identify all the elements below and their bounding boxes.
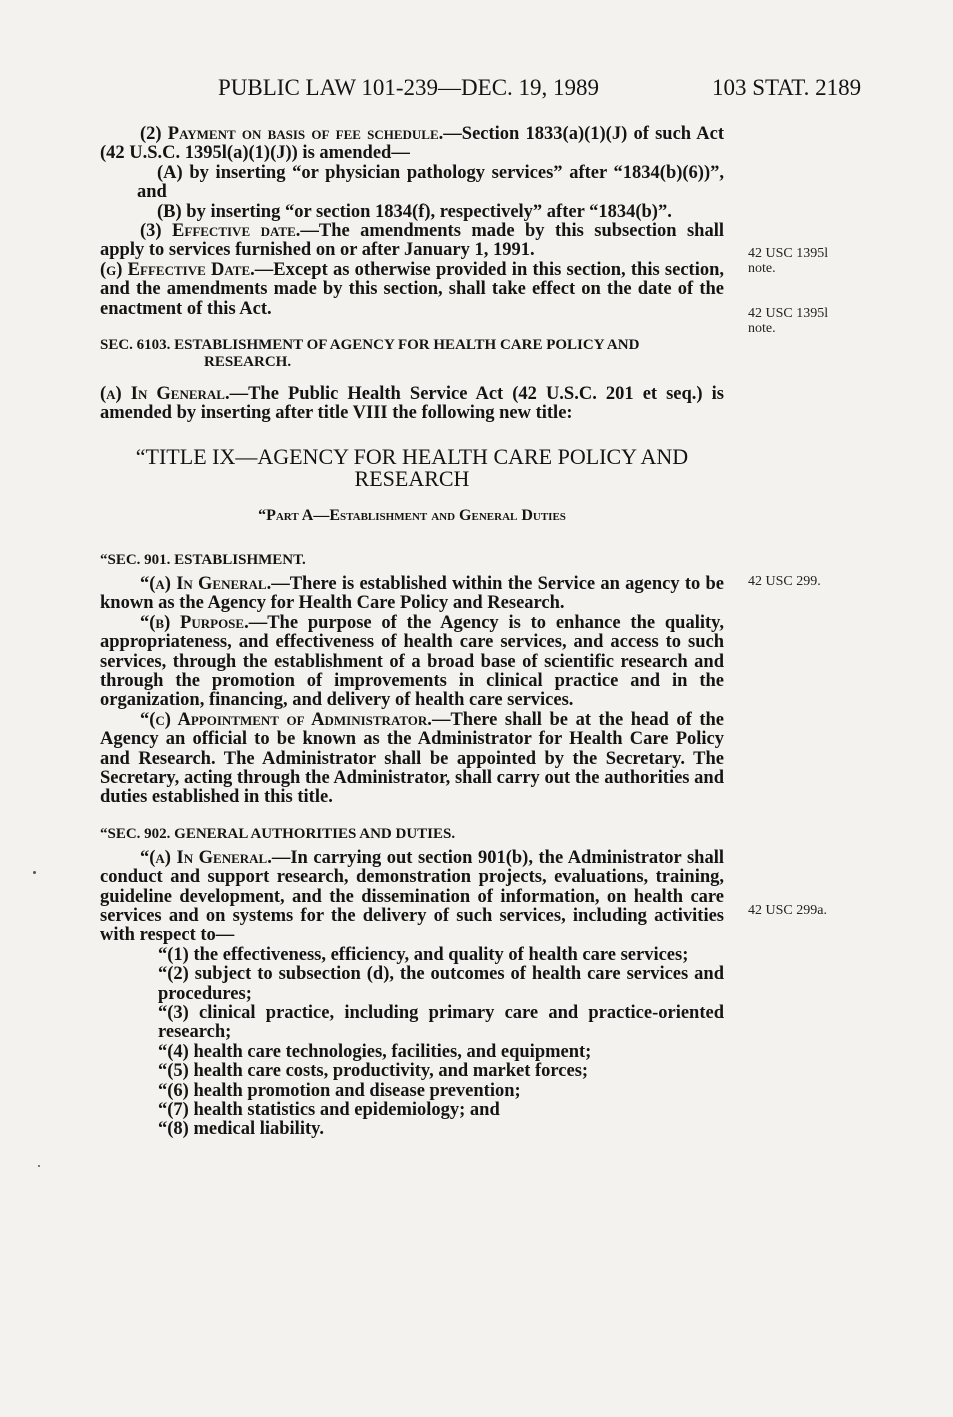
title-ix-line2: RESEARCH [354,465,470,491]
part-a-heading [100,506,724,526]
section-901-b-heading: “(b) Purpose. [140,612,249,633]
margin-note-1 [748,246,828,276]
paragraph-3 [100,222,724,261]
section-6103-line2: RESEARCH. [204,354,292,371]
subsection-g-heading: (g) Effective Date. [100,259,255,280]
section-902-items [100,946,724,1140]
subparagraph-a: (A) by inserting “or physician pathology services” after “1834(b)(6))”, and [137,162,724,203]
body-text [100,125,724,1140]
header-title: PUBLIC LAW 101-239—DEC. 19, 1989 [218,75,600,100]
list-item: “(2) subject to subsection (d), the outcomes of health care services and procedures; [158,964,724,1004]
section-901-b [100,614,724,711]
paragraph-2 [100,125,724,164]
list-item: “(6) health promotion and disease prevention; [158,1080,521,1101]
margin-note-2 [748,306,828,336]
list-item: “(3) clinical practice, including primary care and practice-oriented research; [158,1003,724,1043]
page-header [0,75,953,107]
title-ix-heading [100,443,724,491]
paragraph-2-text: —Section 1833(a)(1)(J) of such Act (42 U.S.C. 1395l(a)(1)(J)) is amended— [100,124,724,164]
section-6103-heading [100,337,724,371]
part-a-title: “Part A—Establishment and General Duties [258,506,566,524]
section-902-a-text: —In carrying out section 901(b), the Administrator shall conduct and support research, demonstration projects, evaluations, training, guideline development, and the dissemination of information, on health care services and on systems for the delivery of such services, including activities with respect to— [100,847,725,946]
list-item: “(8) medical liability. [158,1119,324,1140]
subsection-g-text: —Except as otherwise provided in this section, this section, and the amendments made by this section, shall take effect on the date of the enactment of this Act. [100,259,724,319]
paragraph-3-text: —The amendments made by this subsection shall apply to services furnished on or after January 1, 1991. [100,221,725,261]
list-item: “(4) health care technologies, facilities, and equipment; [158,1041,592,1062]
scan-speck [38,1165,40,1167]
section-901-a-text: —There is established within the Service an agency to be known as the Agency for Health Care Policy and Research. [100,573,724,614]
section-901-heading: “SEC. 901. ESTABLISHMENT. [100,551,306,568]
subsection-a [100,385,724,424]
margin-note-1-citation: 42 USC 1395l [748,246,829,261]
section-902-heading: “SEC. 902. GENERAL AUTHORITIES AND DUTIES. [100,825,456,842]
subsection-g [100,261,724,319]
header-page-number: 103 STAT. 2189 [712,75,862,100]
list-item: “(1) the effectiveness, efficiency, and quality of health care services; [158,944,689,965]
margin-note-1-label: note. [748,261,776,276]
section-901-c-text: —There shall be at the head of the Agency an official to be known as the Administrator for Health Care Policy and Research. The Administrator shall be appointed by the Secretary. The Secretary, acting through the Administrator, shall carry out the authorities and duties established in this title. [100,709,724,808]
margin-note-2-label: note. [748,321,776,336]
section-901-a-heading: “(a) In General. [140,573,272,594]
subsection-a-text: —The Public Health Service Act (42 U.S.C. 201 et seq.) is amended by inserting after title VIII the following new title: [100,384,724,424]
section-901-c-heading: “(c) Appointment of Administrator. [140,709,432,730]
subsection-a-heading: (a) In General. [100,384,230,405]
scan-speck [33,871,36,874]
margin-note-2-citation: 42 USC 1395l [748,306,829,321]
subparagraph-b: (B) by inserting “or section 1834(f), respectively” after “1834(b)”. [157,201,672,222]
paragraph-3-heading: (3) Effective date. [140,221,301,242]
section-902-a-heading: “(a) In General. [140,847,272,868]
paragraph-2-heading: (2) Payment on basis of fee schedule. [140,124,444,144]
margin-note-3: 42 USC 299. [748,574,821,589]
section-901-c [100,711,724,808]
section-6103-line1: SEC. 6103. ESTABLISHMENT OF AGENCY FOR HEALTH CARE POLICY AND [100,337,640,354]
section-902-a [100,849,724,946]
section-901-b-text: —The purpose of the Agency is to enhance the quality, appropriateness, and effectiveness of health care services, and access to such services, through the establishment of a broad base of scientific research and through the promotion of improvements in clinical practice and in the organization, financing, and delivery of health care services. [100,612,724,711]
margin-note-4: 42 USC 299a. [748,903,827,918]
list-item: “(5) health care costs, productivity, and market forces; [158,1061,589,1082]
title-ix-line1: “TITLE IX—AGENCY FOR HEALTH CARE POLICY AND [135,443,689,469]
section-901-a [100,575,724,614]
list-item: “(7) health statistics and epidemiology; and [158,1100,500,1121]
